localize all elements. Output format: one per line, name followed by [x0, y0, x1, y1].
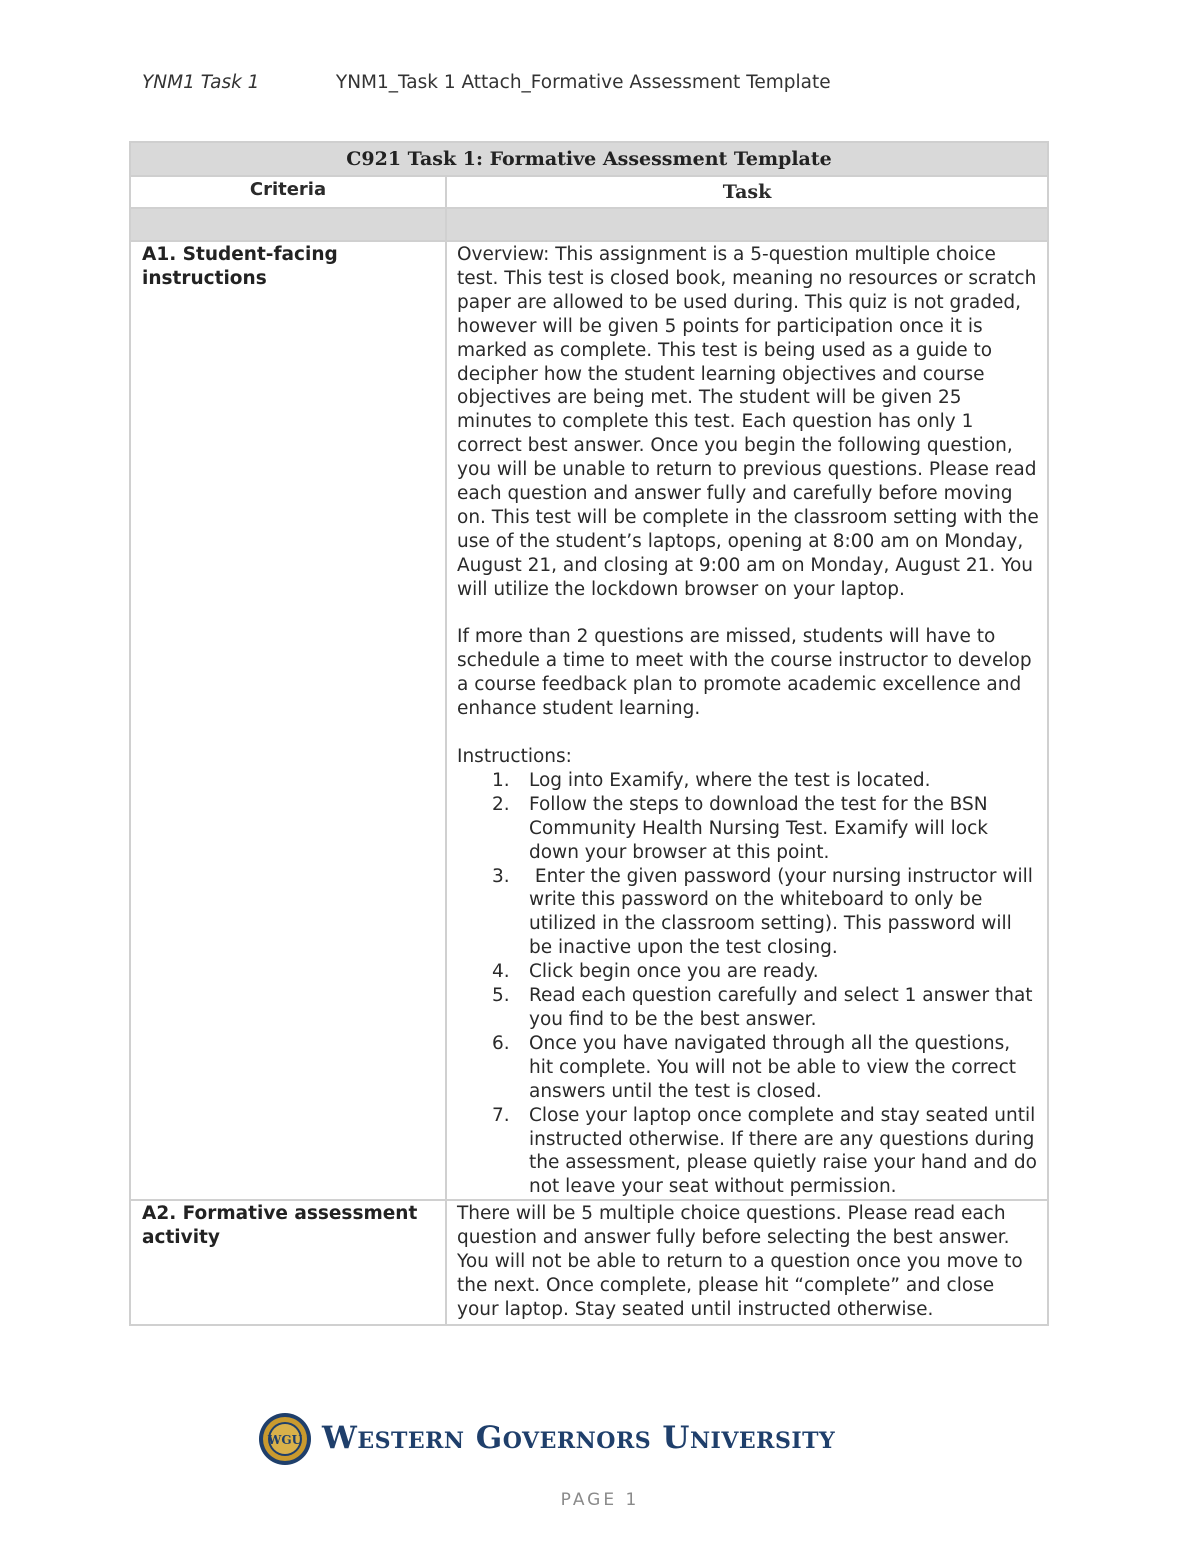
table-spacer-row [130, 208, 1048, 241]
task-cell [446, 1200, 1048, 1325]
assessment-table [129, 141, 1049, 1326]
criteria-cell [130, 1200, 446, 1325]
page-number: PAGE 1 [560, 1490, 640, 1510]
table-row [130, 1200, 1048, 1325]
overview-paragraph: Overview: This assignment is a 5-question multiple choice test. This test is closed book, meaning no resources or scratch paper are allowed to be used during. This quiz is not graded, however will be given 5 points for participation once it is marked as complete. This test is being used as a guide to decipher how the student learning objectives and course objectives are being met. The student will be given 25 minutes to complete this test. Each question has only 1 correct best answer. Once you begin the following question, you will be unable to return to previous questions. Please read each question and answer fully and carefully before moving on. This test will be complete in the classroom setting with the use of the student’s laptops, opening at 8:00 am on Monday, August 21, and closing at 9:00 am on Monday, August 21. You will utilize the lockdown browser on your laptop. [457, 244, 1039, 600]
list-item: 4. Click begin once you are ready. [492, 961, 819, 983]
spacer-cell [446, 208, 1048, 241]
column-header-criteria: Criteria [130, 176, 446, 208]
list-item: 6. Once you have navigated through all the questions, hit complete. You will not be able to view the correct answers until the test is closed. [492, 1032, 1016, 1102]
list-item: 7. Close your laptop once complete and stay seated until instructed otherwise. If there are any questions during the assessment, please quietly raise your hand and do not leave your seat without permission. [492, 1104, 1037, 1198]
university-seal-icon [258, 1412, 312, 1466]
remediation-paragraph: If more than 2 questions are missed, students will have to schedule a time to meet with the course instructor to develop a course feedback plan to promote academic excellence and enhance student learning. [457, 626, 1032, 720]
criteria-a1: A1. Student-facing instructions [142, 244, 338, 289]
header-course: YNM1 Task 1 [142, 72, 260, 93]
criteria-a2: A2. Formative assessment activity [142, 1203, 418, 1248]
list-item: 1. Log into Examify, where the test is located. [492, 769, 931, 791]
activity-paragraph: There will be 5 multiple choice questions. Please read each question and answer fully before selecting the best answer. You will not be able to return to a question once you move to the next. Once complete, please hit “complete” and close your laptop. Stay seated until instructed otherwise. [457, 1203, 1023, 1320]
header-document-title: YNM1_Task 1 Attach_Formative Assessment Template [335, 72, 831, 93]
table-title: C921 Task 1: Formative Assessment Template [130, 142, 1048, 176]
task-cell [446, 241, 1048, 1200]
table-row [130, 241, 1048, 1200]
instruction-steps [457, 769, 1039, 1199]
table-title-row [130, 142, 1048, 176]
wgu-logo [258, 1412, 908, 1470]
list-item: 2. Follow the steps to download the test for the BSN Community Health Nursing Test. Examify will lock down your browser at this point. [492, 793, 988, 863]
instructions-label: Instructions: [457, 746, 572, 767]
page-header [142, 72, 831, 93]
seal-text: WGU [267, 1433, 303, 1447]
column-header-task: Task [446, 176, 1048, 208]
list-item: 5. Read each question carefully and select 1 answer that you find to be the best answer. [492, 985, 1033, 1030]
table-header-row [130, 176, 1048, 208]
logo-wordmark: Western Governors University [322, 1420, 836, 1456]
spacer-cell [130, 208, 446, 241]
list-item: 3. Enter the given password (your nursing instructor will write this password on the whiteboard to only be utilized in the classroom setting). This password will be inactive upon the test closing. [492, 865, 1039, 959]
criteria-cell [130, 241, 446, 1200]
